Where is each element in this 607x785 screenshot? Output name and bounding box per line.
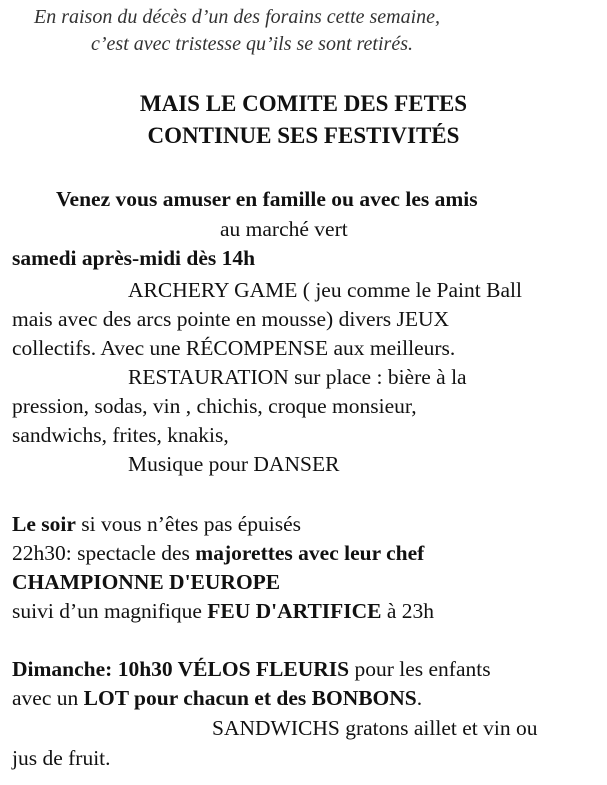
food-line-2: pression, sodas, vin , chichis, croque monsieur,: [12, 394, 417, 418]
archery-line-1: ARCHERY GAME ( jeu comme le Paint Ball: [128, 278, 522, 302]
gift-line: [12, 686, 422, 711]
intro-line-2: c’est avec tristesse qu’ils se sont retirés.: [91, 33, 413, 55]
evening-lead: [12, 512, 301, 537]
champion-line: CHAMPIONNE D'EUROPE: [12, 570, 281, 594]
gift-end: .: [416, 686, 423, 710]
sunday-label-rest: pour les enfants: [349, 657, 491, 681]
fireworks-time: à 23h: [381, 599, 435, 623]
invite-line-1: Venez vous amuser en famille ou avec les amis: [56, 187, 478, 211]
fireworks-bold: FEU D'ARTIFICE: [207, 599, 382, 623]
evening-lead-rest: si vous n’êtes pas épuisés: [75, 512, 302, 536]
gift-bold: LOT pour chacun et des BONBONS: [83, 686, 417, 710]
intro-line-1: En raison du décès d’un des forains cette semaine,: [34, 6, 441, 28]
show-line: [12, 541, 424, 566]
evening-lead-bold: Le soir: [12, 512, 76, 536]
fireworks-line: [12, 599, 434, 624]
show-time: 22h30: spectacle des: [12, 541, 196, 565]
food-line-1: RESTAURATION sur place : bière à la: [128, 365, 467, 389]
headline-line-1: MAIS LE COMITE DES FETES: [139, 91, 468, 116]
gift-pre: avec un: [12, 686, 84, 710]
show-bold: majorettes avec leur chef: [195, 541, 425, 565]
food-line-3: sandwichs, frites, knakis,: [12, 423, 229, 447]
sunday-food-line-2: jus de fruit.: [12, 746, 111, 770]
sunday-food-line-1: SANDWICHS gratons aillet et vin ou: [212, 716, 538, 740]
invite-line-2: au marché vert: [220, 217, 348, 241]
music-line: Musique pour DANSER: [128, 452, 340, 476]
sunday-label-bold: Dimanche: 10h30 VÉLOS FLEURIS: [12, 657, 350, 681]
saturday-heading: samedi après-midi dès 14h: [12, 246, 256, 270]
headline-line-2: CONTINUE SES FESTIVITÉS: [147, 123, 460, 148]
sunday-line: [12, 657, 491, 682]
archery-line-2: mais avec des arcs pointe en mousse) divers JEUX: [12, 307, 450, 331]
archery-line-3: collectifs. Avec une RÉCOMPENSE aux meilleurs.: [12, 336, 456, 360]
fireworks-pre: suivi d’un magnifique: [12, 599, 208, 623]
